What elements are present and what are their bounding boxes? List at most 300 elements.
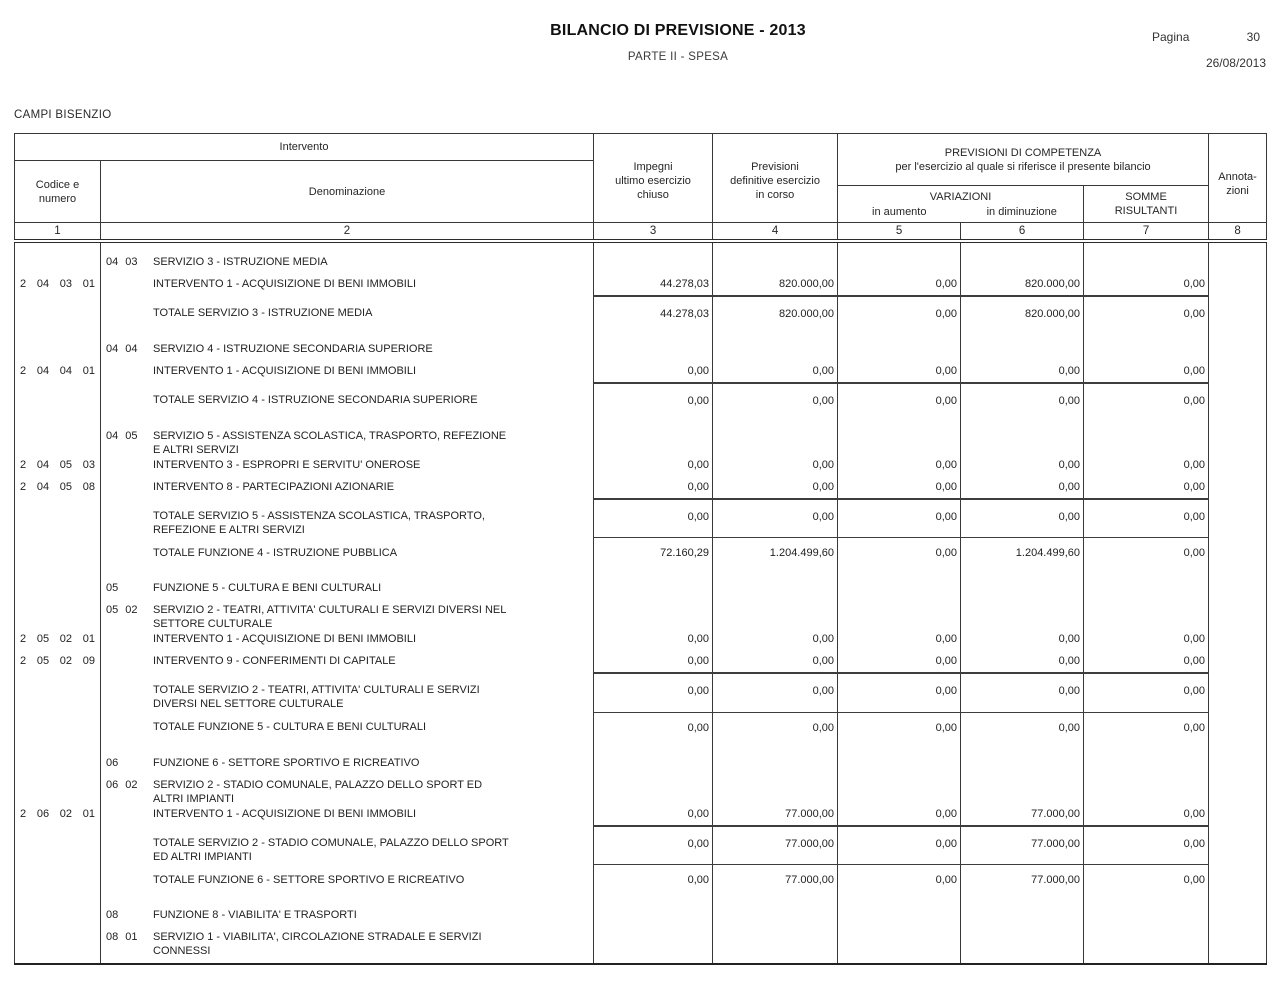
code-prefix <box>101 836 153 850</box>
denomination-cell <box>101 646 594 673</box>
code-prefix: 08 01 <box>106 931 138 943</box>
column-number: 2 <box>101 223 594 241</box>
section-row <box>15 770 1267 806</box>
value-variazioni-diminuzione: 77.000,00 <box>961 806 1084 826</box>
value-somme-risultanti: 0,00 <box>1084 646 1209 673</box>
code-cell <box>15 560 101 595</box>
value-somme-risultanti: 0,00 <box>1084 806 1209 826</box>
section-row <box>15 560 1267 595</box>
annotazioni-cell <box>1209 631 1267 646</box>
annotazioni-cell <box>1209 646 1267 673</box>
value-impegni: 0,00 <box>594 826 713 865</box>
annotazioni-cell <box>1209 241 1267 269</box>
value-variazioni-diminuzione: 0,00 <box>961 472 1084 499</box>
section-row <box>15 887 1267 922</box>
denomination-cell <box>101 712 594 735</box>
col-header-in-diminuzione: in diminuzione <box>986 205 1057 218</box>
code-cell <box>15 321 101 356</box>
denomination-text-continued: E ALTRI SERVIZI <box>153 443 239 456</box>
value-somme-risultanti: 0,00 <box>1084 457 1209 472</box>
value-variazioni-diminuzione <box>961 321 1084 356</box>
code-prefix <box>101 509 153 523</box>
value-variazioni-diminuzione: 0,00 <box>961 712 1084 735</box>
value-variazioni-diminuzione: 77.000,00 <box>961 865 1084 888</box>
value-previsioni-definitive: 820.000,00 <box>713 296 838 321</box>
col-header-in-aumento: in aumento <box>872 205 927 218</box>
section-row <box>15 241 1267 269</box>
annotazioni-cell <box>1209 457 1267 472</box>
denomination-text-continued: SETTORE CULTURALE <box>153 618 273 630</box>
value-previsioni-definitive: 77.000,00 <box>713 865 838 888</box>
entity-name: CAMPI BISENZIO <box>14 109 112 121</box>
value-variazioni-aumento: 0,00 <box>838 457 961 472</box>
denomination-text-continued: REFEZIONE E ALTRI SERVIZI <box>153 523 305 536</box>
annotazioni-cell <box>1209 408 1267 457</box>
value-impegni <box>594 595 713 631</box>
denomination-text: SERVIZIO 1 - VIABILITA', CIRCOLAZIONE STRADALE E SERVIZI <box>153 931 482 943</box>
value-impegni: 0,00 <box>594 356 713 383</box>
denomination-text: SERVIZIO 4 - ISTRUZIONE SECONDARIA SUPERIORE <box>153 342 433 355</box>
denomination-cell <box>101 673 594 712</box>
denomination-text: FUNZIONE 8 - VIABILITA' E TRASPORTI <box>153 909 357 921</box>
value-previsioni-definitive: 0,00 <box>713 499 838 538</box>
code-cell: 2 05 02 09 <box>15 646 101 673</box>
code-prefix <box>101 306 153 320</box>
annotazioni-cell <box>1209 321 1267 356</box>
annotazioni-cell <box>1209 356 1267 383</box>
value-variazioni-aumento <box>838 560 961 595</box>
value-impegni: 0,00 <box>594 457 713 472</box>
section-row <box>15 922 1267 964</box>
value-previsioni-definitive: 0,00 <box>713 472 838 499</box>
denomination-text: INTERVENTO 3 - ESPROPRI E SERVITU' ONEROSE <box>153 458 421 471</box>
value-variazioni-diminuzione <box>961 595 1084 631</box>
code-cell: 2 04 05 08 <box>15 472 101 499</box>
value-impegni: 0,00 <box>594 472 713 499</box>
value-variazioni-diminuzione: 0,00 <box>961 673 1084 712</box>
annotazioni-cell <box>1209 472 1267 499</box>
page-number-label: Pagina <box>1152 30 1190 44</box>
column-number: 7 <box>1084 223 1209 241</box>
code-cell <box>15 735 101 770</box>
code-cell <box>15 595 101 631</box>
value-variazioni-diminuzione: 0,00 <box>961 499 1084 538</box>
denomination-cell <box>101 922 594 964</box>
code-prefix <box>101 654 153 668</box>
value-impegni <box>594 922 713 964</box>
denomination-cell <box>101 321 594 356</box>
value-previsioni-definitive: 0,00 <box>713 457 838 472</box>
section-row <box>15 321 1267 356</box>
value-previsioni-definitive <box>713 922 838 964</box>
code-prefix: 04 04 <box>106 342 138 355</box>
value-variazioni-aumento: 0,00 <box>838 673 961 712</box>
code-cell <box>15 770 101 806</box>
code-cell <box>15 712 101 735</box>
document-date: 26/08/2013 <box>1205 56 1266 70</box>
annotazioni-cell <box>1209 269 1267 296</box>
denomination-cell <box>101 499 594 538</box>
denomination-text: SERVIZIO 3 - ISTRUZIONE MEDIA <box>153 255 328 268</box>
value-variazioni-aumento: 0,00 <box>838 269 961 296</box>
code-prefix: 05 02 <box>106 604 138 616</box>
value-variazioni-aumento <box>838 922 961 964</box>
code-prefix <box>101 277 153 291</box>
value-impegni: 0,00 <box>594 865 713 888</box>
value-variazioni-aumento <box>838 887 961 922</box>
item-row <box>15 806 1267 826</box>
code-prefix <box>101 683 153 697</box>
value-somme-risultanti <box>1084 595 1209 631</box>
denomination-cell <box>101 560 594 595</box>
value-impegni <box>594 408 713 457</box>
value-previsioni-definitive: 0,00 <box>713 356 838 383</box>
denomination-cell <box>101 770 594 806</box>
value-variazioni-aumento <box>838 595 961 631</box>
denomination-text: TOTALE SERVIZIO 2 - STADIO COMUNALE, PALAZZO DELLO SPORT <box>153 836 509 849</box>
value-impegni: 0,00 <box>594 383 713 408</box>
denomination-text-continued: ED ALTRI IMPIANTI <box>153 850 252 863</box>
denomination-cell <box>101 806 594 826</box>
value-previsioni-definitive <box>713 408 838 457</box>
section-row <box>15 735 1267 770</box>
value-previsioni-definitive <box>713 735 838 770</box>
value-variazioni-aumento: 0,00 <box>838 499 961 538</box>
annotazioni-cell <box>1209 538 1267 561</box>
item-row <box>15 269 1267 296</box>
value-somme-risultanti <box>1084 922 1209 964</box>
value-variazioni-diminuzione <box>961 408 1084 457</box>
denomination-text: FUNZIONE 6 - SETTORE SPORTIVO E RICREATIVO <box>153 756 420 769</box>
code-prefix <box>101 364 153 378</box>
denomination-cell <box>101 826 594 865</box>
column-number: 1 <box>15 223 101 241</box>
code-prefix: 04 03 <box>106 255 138 268</box>
denomination-cell <box>101 631 594 646</box>
value-somme-risultanti: 0,00 <box>1084 383 1209 408</box>
denomination-text: INTERVENTO 8 - PARTECIPAZIONI AZIONARIE <box>153 480 395 493</box>
value-impegni <box>594 770 713 806</box>
code-prefix <box>101 873 153 887</box>
value-variazioni-diminuzione <box>961 770 1084 806</box>
value-variazioni-aumento: 0,00 <box>838 826 961 865</box>
code-prefix: 04 05 <box>106 429 138 442</box>
value-impegni: 0,00 <box>594 806 713 826</box>
code-cell <box>15 296 101 321</box>
code-prefix <box>101 458 153 472</box>
denomination-cell <box>101 595 594 631</box>
value-previsioni-definitive: 0,00 <box>713 383 838 408</box>
value-variazioni-diminuzione: 1.204.499,60 <box>961 538 1084 561</box>
annotazioni-cell <box>1209 806 1267 826</box>
value-impegni: 0,00 <box>594 646 713 673</box>
total-row <box>15 538 1267 561</box>
code-cell: 2 04 04 01 <box>15 356 101 383</box>
item-row <box>15 646 1267 673</box>
budget-table <box>14 133 1267 965</box>
code-cell <box>15 673 101 712</box>
total-row <box>15 712 1267 735</box>
value-somme-risultanti: 0,00 <box>1084 472 1209 499</box>
annotazioni-cell <box>1209 712 1267 735</box>
value-variazioni-aumento: 0,00 <box>838 806 961 826</box>
code-cell <box>15 538 101 561</box>
value-impegni: 0,00 <box>594 631 713 646</box>
value-somme-risultanti: 0,00 <box>1084 673 1209 712</box>
value-variazioni-aumento: 0,00 <box>838 472 961 499</box>
column-number: 8 <box>1209 223 1267 241</box>
annotazioni-cell <box>1209 595 1267 631</box>
value-variazioni-diminuzione: 0,00 <box>961 457 1084 472</box>
col-header-previsioni-competenza: PREVISIONI DI COMPETENZA per l'esercizio al quale si riferisce il presente bilancio <box>838 134 1209 186</box>
value-previsioni-definitive: 0,00 <box>713 631 838 646</box>
item-row <box>15 472 1267 499</box>
value-impegni: 44.278,03 <box>594 296 713 321</box>
column-number: 5 <box>838 223 961 241</box>
annotazioni-cell <box>1209 922 1267 964</box>
annotazioni-cell <box>1209 499 1267 538</box>
code-prefix <box>101 807 153 821</box>
denomination-cell <box>101 865 594 888</box>
value-variazioni-aumento <box>838 321 961 356</box>
code-cell <box>15 922 101 964</box>
code-cell <box>15 887 101 922</box>
value-impegni: 72.160,29 <box>594 538 713 561</box>
value-impegni: 44.278,03 <box>594 269 713 296</box>
table-header <box>15 134 1267 241</box>
denomination-text: INTERVENTO 9 - CONFERIMENTI DI CAPITALE <box>153 655 396 667</box>
denomination-text: INTERVENTO 1 - ACQUISIZIONE DI BENI IMMOBILI <box>153 364 417 377</box>
col-header-codice-numero: Codice e numero <box>15 161 101 223</box>
denomination-text: TOTALE FUNZIONE 5 - CULTURA E BENI CULTURALI <box>153 721 427 733</box>
annotazioni-cell <box>1209 887 1267 922</box>
value-somme-risultanti: 0,00 <box>1084 631 1209 646</box>
value-variazioni-aumento <box>838 241 961 269</box>
value-variazioni-aumento: 0,00 <box>838 646 961 673</box>
col-header-variazioni: VARIAZIONI in aumento in diminuzione <box>838 186 1084 223</box>
value-somme-risultanti <box>1084 321 1209 356</box>
value-previsioni-definitive: 0,00 <box>713 673 838 712</box>
section-row <box>15 408 1267 457</box>
value-impegni: 0,00 <box>594 673 713 712</box>
annotazioni-cell <box>1209 673 1267 712</box>
value-impegni <box>594 887 713 922</box>
code-cell <box>15 241 101 269</box>
col-header-intervento: Intervento <box>15 134 594 161</box>
value-previsioni-definitive <box>713 321 838 356</box>
total-row <box>15 826 1267 865</box>
value-previsioni-definitive <box>713 595 838 631</box>
code-prefix: 06 <box>106 756 119 769</box>
denomination-cell <box>101 356 594 383</box>
total-row <box>15 865 1267 888</box>
value-somme-risultanti: 0,00 <box>1084 499 1209 538</box>
page-title: BILANCIO DI PREVISIONE - 2013 <box>550 22 806 39</box>
value-somme-risultanti: 0,00 <box>1084 865 1209 888</box>
value-somme-risultanti: 0,00 <box>1084 538 1209 561</box>
item-row <box>15 631 1267 646</box>
value-somme-risultanti: 0,00 <box>1084 356 1209 383</box>
value-impegni <box>594 241 713 269</box>
value-somme-risultanti <box>1084 887 1209 922</box>
value-previsioni-definitive: 0,00 <box>713 712 838 735</box>
value-impegni: 0,00 <box>594 499 713 538</box>
code-prefix <box>101 393 153 407</box>
total-row <box>15 499 1267 538</box>
denomination-cell <box>101 538 594 561</box>
value-variazioni-diminuzione: 820.000,00 <box>961 296 1084 321</box>
denomination-text: INTERVENTO 1 - ACQUISIZIONE DI BENI IMMOBILI <box>153 807 417 820</box>
total-row <box>15 383 1267 408</box>
value-somme-risultanti <box>1084 241 1209 269</box>
value-previsioni-definitive: 820.000,00 <box>713 269 838 296</box>
denomination-cell <box>101 269 594 296</box>
denomination-text: TOTALE SERVIZIO 4 - ISTRUZIONE SECONDARIA SUPERIORE <box>153 393 478 406</box>
denomination-cell <box>101 472 594 499</box>
code-cell <box>15 383 101 408</box>
code-cell <box>15 826 101 865</box>
value-variazioni-aumento: 0,00 <box>838 865 961 888</box>
denomination-text: TOTALE FUNZIONE 4 - ISTRUZIONE PUBBLICA <box>153 546 398 559</box>
denomination-text: INTERVENTO 1 - ACQUISIZIONE DI BENI IMMOBILI <box>153 633 417 645</box>
denomination-cell <box>101 735 594 770</box>
col-header-impegni: Impegni ultimo esercizio chiuso <box>594 134 713 223</box>
code-cell: 2 04 03 01 <box>15 269 101 296</box>
denomination-text: TOTALE SERVIZIO 5 - ASSISTENZA SCOLASTICA, TRASPORTO, <box>153 509 485 522</box>
value-variazioni-aumento: 0,00 <box>838 296 961 321</box>
code-cell: 2 06 02 01 <box>15 806 101 826</box>
code-cell <box>15 499 101 538</box>
denomination-cell <box>101 887 594 922</box>
value-variazioni-diminuzione <box>961 560 1084 595</box>
value-variazioni-diminuzione: 820.000,00 <box>961 269 1084 296</box>
value-variazioni-aumento: 0,00 <box>838 356 961 383</box>
value-variazioni-aumento: 0,00 <box>838 631 961 646</box>
value-previsioni-definitive: 77.000,00 <box>713 826 838 865</box>
annotazioni-cell <box>1209 865 1267 888</box>
annotazioni-cell <box>1209 735 1267 770</box>
value-previsioni-definitive <box>713 560 838 595</box>
value-variazioni-aumento <box>838 770 961 806</box>
value-variazioni-diminuzione: 0,00 <box>961 646 1084 673</box>
code-prefix: 06 02 <box>106 778 138 791</box>
denomination-text: TOTALE FUNZIONE 6 - SETTORE SPORTIVO E RICREATIVO <box>153 873 465 886</box>
denomination-text: INTERVENTO 1 - ACQUISIZIONE DI BENI IMMOBILI <box>153 277 417 290</box>
denomination-text-continued: CONNESSI <box>153 945 211 957</box>
value-variazioni-diminuzione <box>961 887 1084 922</box>
denomination-text-continued: DIVERSI NEL SETTORE CULTURALE <box>153 698 344 710</box>
denomination-text: TOTALE SERVIZIO 3 - ISTRUZIONE MEDIA <box>153 306 373 319</box>
value-variazioni-diminuzione <box>961 922 1084 964</box>
value-previsioni-definitive: 1.204.499,60 <box>713 538 838 561</box>
value-impegni <box>594 560 713 595</box>
denomination-text: SERVIZIO 2 - TEATRI, ATTIVITA' CULTURALI E SERVIZI DIVERSI NEL <box>153 604 507 616</box>
value-variazioni-aumento: 0,00 <box>838 383 961 408</box>
value-somme-risultanti: 0,00 <box>1084 269 1209 296</box>
col-header-somme-risultanti: SOMME RISULTANTI <box>1084 186 1209 223</box>
value-variazioni-diminuzione: 77.000,00 <box>961 826 1084 865</box>
code-cell: 2 04 05 03 <box>15 457 101 472</box>
annotazioni-cell <box>1209 560 1267 595</box>
page-number: 30 <box>1246 30 1260 44</box>
value-somme-risultanti <box>1084 735 1209 770</box>
denomination-cell <box>101 296 594 321</box>
denomination-cell <box>101 241 594 269</box>
col-header-annotazioni: Annota- zioni <box>1209 134 1267 223</box>
value-previsioni-definitive <box>713 241 838 269</box>
denomination-text-continued: ALTRI IMPIANTI <box>153 792 235 805</box>
value-somme-risultanti: 0,00 <box>1084 712 1209 735</box>
value-somme-risultanti: 0,00 <box>1084 296 1209 321</box>
value-variazioni-diminuzione <box>961 735 1084 770</box>
column-numbers-row <box>15 223 1267 241</box>
value-variazioni-aumento: 0,00 <box>838 712 961 735</box>
total-row <box>15 673 1267 712</box>
value-variazioni-diminuzione <box>961 241 1084 269</box>
denomination-text: TOTALE SERVIZIO 2 - TEATRI, ATTIVITA' CULTURALI E SERVIZI <box>153 684 480 696</box>
code-prefix <box>101 632 153 646</box>
value-somme-risultanti <box>1084 408 1209 457</box>
value-variazioni-aumento <box>838 408 961 457</box>
denomination-cell <box>101 383 594 408</box>
value-somme-risultanti <box>1084 560 1209 595</box>
value-variazioni-diminuzione: 0,00 <box>961 631 1084 646</box>
table-body <box>15 241 1267 965</box>
value-somme-risultanti <box>1084 770 1209 806</box>
col-header-previsioni: Previsioni definitive esercizio in corso <box>713 134 838 223</box>
column-number: 6 <box>961 223 1084 241</box>
item-row <box>15 457 1267 472</box>
value-variazioni-diminuzione: 0,00 <box>961 383 1084 408</box>
value-previsioni-definitive <box>713 770 838 806</box>
code-prefix: 05 <box>106 582 119 594</box>
code-prefix: 08 <box>106 909 119 921</box>
value-somme-risultanti: 0,00 <box>1084 826 1209 865</box>
denomination-text: SERVIZIO 2 - STADIO COMUNALE, PALAZZO DELLO SPORT ED <box>153 778 483 791</box>
value-impegni: 0,00 <box>594 712 713 735</box>
column-number: 3 <box>594 223 713 241</box>
code-prefix <box>101 480 153 494</box>
item-row <box>15 356 1267 383</box>
denomination-text: SERVIZIO 5 - ASSISTENZA SCOLASTICA, TRASPORTO, REFEZIONE <box>153 429 507 442</box>
page-subtitle: PARTE II - SPESA <box>627 51 729 63</box>
denomination-cell <box>101 457 594 472</box>
col-header-denominazione: Denominazione <box>101 161 594 223</box>
annotazioni-cell <box>1209 770 1267 806</box>
value-impegni <box>594 321 713 356</box>
value-impegni <box>594 735 713 770</box>
column-number: 4 <box>713 223 838 241</box>
annotazioni-cell <box>1209 296 1267 321</box>
value-previsioni-definitive: 77.000,00 <box>713 806 838 826</box>
annotazioni-cell <box>1209 826 1267 865</box>
code-prefix <box>101 546 153 560</box>
value-previsioni-definitive: 0,00 <box>713 646 838 673</box>
annotazioni-cell <box>1209 383 1267 408</box>
section-row <box>15 595 1267 631</box>
denomination-text: FUNZIONE 5 - CULTURA E BENI CULTURALI <box>153 582 382 594</box>
value-previsioni-definitive <box>713 887 838 922</box>
value-variazioni-aumento <box>838 735 961 770</box>
total-row <box>15 296 1267 321</box>
value-variazioni-diminuzione: 0,00 <box>961 356 1084 383</box>
denomination-cell <box>101 408 594 457</box>
code-cell <box>15 865 101 888</box>
code-cell: 2 05 02 01 <box>15 631 101 646</box>
code-prefix <box>101 720 153 734</box>
code-cell <box>15 408 101 457</box>
value-variazioni-aumento: 0,00 <box>838 538 961 561</box>
